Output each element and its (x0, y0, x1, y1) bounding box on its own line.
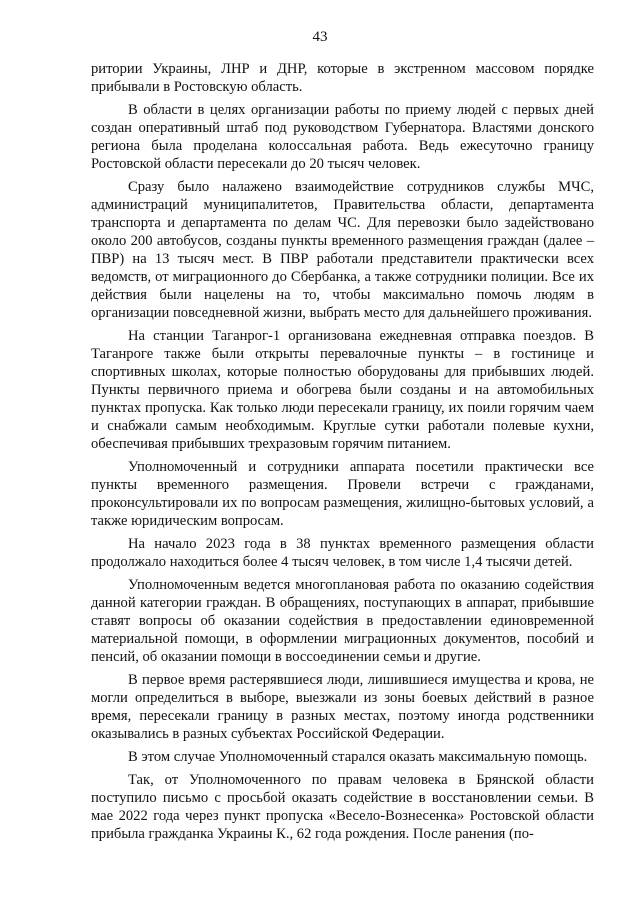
page-number: 43 (312, 29, 328, 45)
paragraph-5: Уполномоченный и сотрудники аппарата посетили практически все пункты временного размещения. Провели встречи с гражданами, проконсультировали их по вопросам размещения, жилищно-бытовых условий, а также юридическим вопросам. (91, 459, 594, 529)
paragraph-6: На начало 2023 года в 38 пунктах временного размещения области продолжало находиться более 4 тысяч человек, в том числе 1,4 тысячи детей. (91, 536, 594, 570)
page-body (91, 60, 594, 848)
paragraph-8: В первое время растерявшиеся люди, лишившиеся имущества и крова, не могли определиться в выборе, выезжали из зоны боевых действий в разное время, пересекали границу в разных местах, поэтому иногда родственники оказывались в разных субъектах Российской Федерации. (91, 672, 594, 742)
paragraph-7: Уполномоченным ведется многоплановая работа по оказанию содействия данной категории граждан. В обращениях, поступающих в аппарат, прибывшие ставят вопросы об оказании содействия в предоставлении единовременной материальной помощи, в оформлении миграционных документов, пособий и пенсий, об оказании помощи в воссоединении семьи и другие. (91, 577, 594, 665)
paragraph-1: ритории Украины, ЛНР и ДНР, которые в экстренном массовом порядке прибывали в Ростовскую область. (91, 61, 594, 95)
paragraph-4: На станции Таганрог-1 организована ежедневная отправка поездов. В Таганроге также были открыты перевалочные пункты – в гостинице и спортивных школах, которые полностью оборудованы для прибывших людей. Пункты первичного приема и обогрева были созданы и на автомобильных пунктах пропуска. Как только люди пересекали границу, их поили горячим чаем и снабжали самым необходимым. Круглые сутки работали полевые кухни, обеспечивая прибывших трехразовым горячим питанием. (91, 328, 594, 452)
paragraph-10: Так, от Уполномоченного по правам человека в Брянской области поступило письмо с просьбой оказать содействие в восстановлении семьи. В мае 2022 года через пункт пропуска «Весело-Вознесенка» Ростовской области прибыла гражданка Украины К., 62 года рождения. После ранения (по- (91, 772, 594, 842)
paragraph-2: В области в целях организации работы по приему людей с первых дней создан оперативный штаб под руководством Губернатора. Властями донского региона была проделана колоссальная работа. Ведь ежесуточно границу Ростовской области пересекали до 20 тысяч человек. (91, 102, 594, 172)
paragraph-3: Сразу было налажено взаимодействие сотрудников службы МЧС, администраций муниципалитетов, Правительства области, департамента транспорта и департамента по делам ЧС. Для перевозки было задействовано около 200 автобусов, созданы пункты временного размещения граждан (далее – ПВР) на 13 тысяч мест. В ПВР работали представители практически всех ведомств, от миграционного до Сбербанка, а также сотрудники полиции. Все их действия были нацелены на то, чтобы максимально помочь людям в организации повседневной жизни, выбрать место для дальнейшего проживания. (91, 179, 594, 321)
paragraph-9: В этом случае Уполномоченный старался оказать максимальную помощь. (128, 749, 588, 765)
